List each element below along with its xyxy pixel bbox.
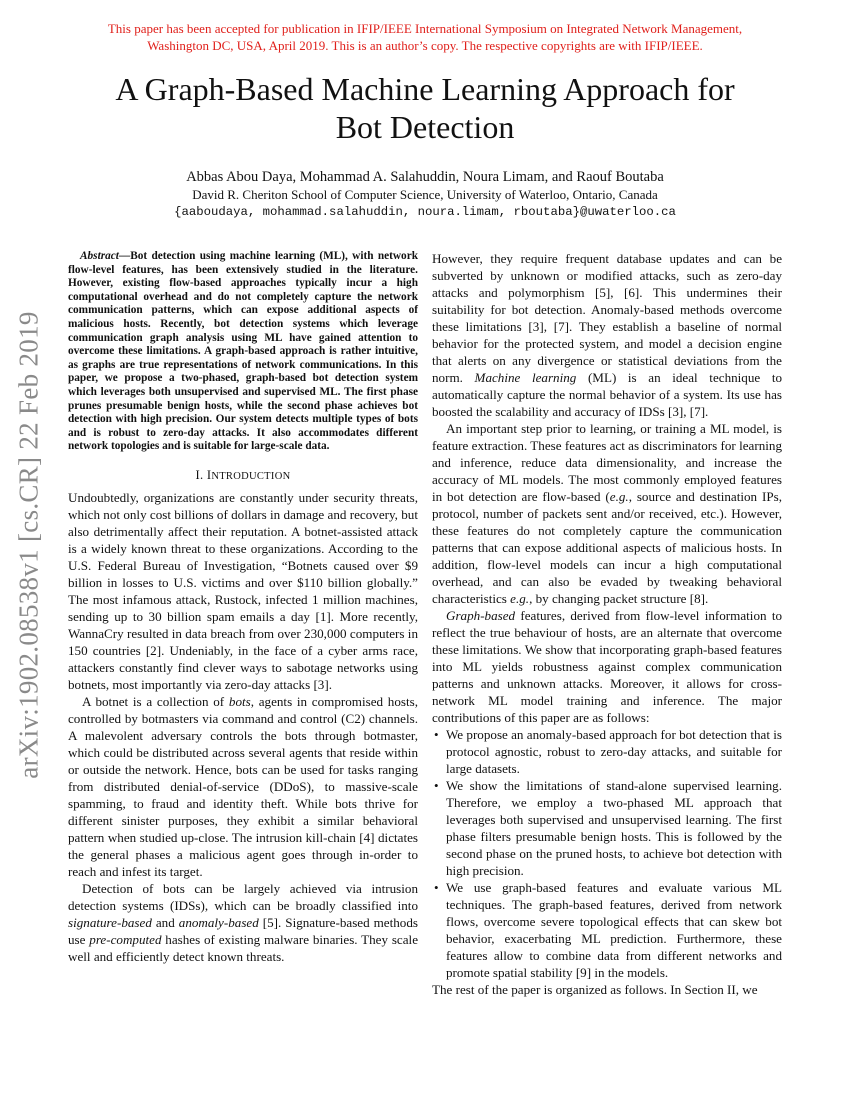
publication-notice xyxy=(60,20,790,54)
section-heading-introduction xyxy=(68,467,418,485)
right-paragraph-4: The rest of the paper is organized as follows. In Section II, we xyxy=(432,982,758,997)
abstract-label: Abstract xyxy=(80,250,119,262)
rp2-text-a: An important step prior to learning, or training a ML model, is feature extraction. These features act as discriminators for learning and inference, reduce data dimensionality, and increase the accuracy of ML models. The most commonly employed features in bot detection are flow-based ( xyxy=(432,421,782,504)
section-first-letter: I xyxy=(206,467,212,482)
list-item xyxy=(432,777,782,879)
notice-line-1: This paper has been accepted for publication in IFIP/IEEE International Symposium on Integrated Network Management, xyxy=(107,21,743,36)
bullet-icon: • xyxy=(434,727,439,742)
list-item-text: We show the limitations of stand-alone supervised learning. Therefore, we employ a two-phased ML approach that leverages both supervised and unsupervised learning. The first phase filters presumable benign hosts. This is followed by the second phase on the pruned hosts, to achieve bot detection with high precision. xyxy=(446,778,782,878)
list-item xyxy=(432,726,782,777)
p3-emphasis-3: pre-computed xyxy=(89,931,162,947)
rp1-emphasis: Machine learning xyxy=(474,370,577,385)
rp2-emphasis-2: e.g. xyxy=(510,591,530,606)
p2-text-b: , agents in compromised hosts, controlled by botmasters via command and control (C2) channels. A malevolent adversary controls the bots through botmaster, which could be distributed across several agents that reside within or outside the network. Hence, bots can be used for tasks ranging from distributed denial-of-service (DDoS), to massive-scale spamming, to fraud and identity theft. While bots thrive for different sinister purposes, they exhibit a similar behavioral pattern when studied up-close. The intrusion kill-chain [4] dictates the general phases a malicious agent goes through in-order to reach and infest its target. xyxy=(68,693,418,879)
right-column xyxy=(432,250,782,998)
p3-text-b: and xyxy=(151,914,179,930)
rp3-text-a: features, derived from flow-level information to reflect the true behaviour of hosts, are an alternate that overcome these limitations. We show that incorporating graph-based features into ML yields robustness against complex communication patterns and unknown attacks. Moreover, it allows for cross-network ML model training and inference. The major contributions of this paper are as follows: xyxy=(432,608,782,725)
rp2-emphasis-1: e.g. xyxy=(609,489,629,504)
list-item xyxy=(432,879,782,981)
author-list: Abbas Abou Daya, Mohammad A. Salahuddin, Noura Limam, and Raouf Boutaba xyxy=(186,169,664,185)
intro-paragraph-1: Undoubtedly, organizations are constantly under security threats, which not only cost billions of dollars in damage and recovery, but also detrimentally affect their reputation. A botnet-assisted attack is a widely known threat to these organizations. According to the U.S. Federal Bureau of Investigation, “Botnets caused over $9 billion in losses to U.S. victims and over $110 billion globally.” The most infamous attack, Rustock, infected 1 million machines, sending up to 30 billion spam emails a day [1]. More recently, WannaCry resulted in data breach from over 230,000 computers in 150 countries [2]. Undeniably, in the face of a cyber arms race, attackers constantly find clever ways to sabotage networks using botnets, most importantly via zero-day attacks [3]. xyxy=(68,489,418,692)
rp1-text-b: (ML) is an ideal technique to automatically capture the normal behavior of a system. Its use has boosted the scalability and accuracy of IDSs [3], [7]. xyxy=(432,370,783,419)
list-item-text: We use graph-based features and evaluate various ML techniques. The graph-based features, derived from network flows, overcome severe topological effects that can skew bot behavior, exacerbating ML prediction. Furthermore, these features allow to combine data from different networks and promote spatial stability [9] in the models. xyxy=(446,880,782,980)
right-paragraph-2 xyxy=(432,420,782,607)
abstract xyxy=(68,250,418,454)
list-item-text: We propose an anomaly-based approach for bot detection that is protocol agnostic, robust to zero-day attacks, and suitable for large datasets. xyxy=(446,727,782,776)
p3-emphasis-1: signature-based xyxy=(68,914,152,930)
p3-emphasis-2: anomaly-based xyxy=(178,914,259,930)
bullet-icon: • xyxy=(434,778,439,793)
left-column xyxy=(68,250,418,965)
title-line-2: Bot Detection xyxy=(335,109,515,145)
p3-text-c: [5]. Signature-based methods use xyxy=(68,914,418,947)
right-paragraph-3 xyxy=(432,607,782,726)
notice-line-2: Washington DC, USA, April 2019. This is an author’s copy. The respective copyrights are with IFIP/IEEE. xyxy=(147,38,703,53)
section-numeral: I. xyxy=(195,467,207,482)
p2-text-a: A botnet is a collection of xyxy=(82,693,229,709)
paper-title xyxy=(60,70,790,146)
abstract-text: —Bot detection using machine learning (ML), with network flow-level features, has been extensively studied in the literature. However, existing flow-based approaches typically incur a high computational overhead and do not completely capture the network communication patterns, which can expose additional aspects of malicious hosts. Recently, bot detection systems which leverage communication graph analysis using ML have gained attention to overcome these limitations. A graph-based approach is rather intuitive, as graphs are true representations of network communications. In this paper, we propose a two-phased, graph-based bot detection system which leverages both unsupervised and supervised ML. The first phase prunes presumable benign hosts, while the second phase achieves bot detection with high precision. Our system detects multiple types of bots and is robust to zero-day attacks. It also accommodates different network topologies and is suitable for large-scale data. xyxy=(68,250,418,453)
right-paragraph-1 xyxy=(432,250,782,420)
intro-paragraph-2 xyxy=(68,693,418,880)
section-rest: NTRODUCTION xyxy=(211,470,291,482)
rp3-emphasis: Graph-based xyxy=(446,608,516,623)
p3-text-a: Detection of bots can be largely achieved via intrusion detection systems (IDSs), which can be broadly classified into xyxy=(68,880,418,913)
affiliation: David R. Cheriton School of Computer Science, University of Waterloo, Ontario, Canada xyxy=(192,187,658,202)
rp2-text-c: , by changing packet structure [8]. xyxy=(529,591,709,606)
arxiv-identifier-stamp xyxy=(4,290,54,800)
rp2-text-b: , source and destination IPs, protocol, number of packets sent and/or received, etc.). However, these features do not completely capture the communication patterns that can expose additional aspects of malicious hosts. In addition, flow-level models can incur a high computational overhead, and can also be evaded by tweaking behavioral characteristics xyxy=(432,489,782,606)
intro-paragraph-3 xyxy=(68,880,418,965)
rp1-text-a: However, they require frequent database updates and can be subverted by unknown or modified attacks, such as zero-day attacks and polymorphism [5], [6]. This undermines their suitability for bot detection. Anomaly-based methods overcome these limitations [3], [7]. They establish a baseline of normal behavior for the protected system, and model a decision engine that alerts on any divergence or statistical deviations from the norm. xyxy=(432,251,782,385)
p2-emphasis: bots xyxy=(228,693,251,709)
title-line-1: A Graph-Based Machine Learning Approach for xyxy=(115,71,735,107)
contributions-list xyxy=(432,726,782,981)
bullet-icon: • xyxy=(434,880,439,895)
arxiv-identifier-text: arXiv:1902.08538v1 [cs.CR] 22 Feb 2019 xyxy=(13,311,44,779)
p3-text-d: hashes of existing malware binaries. They scale well and efficiently detect known threats. xyxy=(68,931,418,964)
author-emails: {aaboudaya, mohammad.salahuddin, noura.limam, rboutaba}@uwaterloo.ca xyxy=(174,205,676,219)
